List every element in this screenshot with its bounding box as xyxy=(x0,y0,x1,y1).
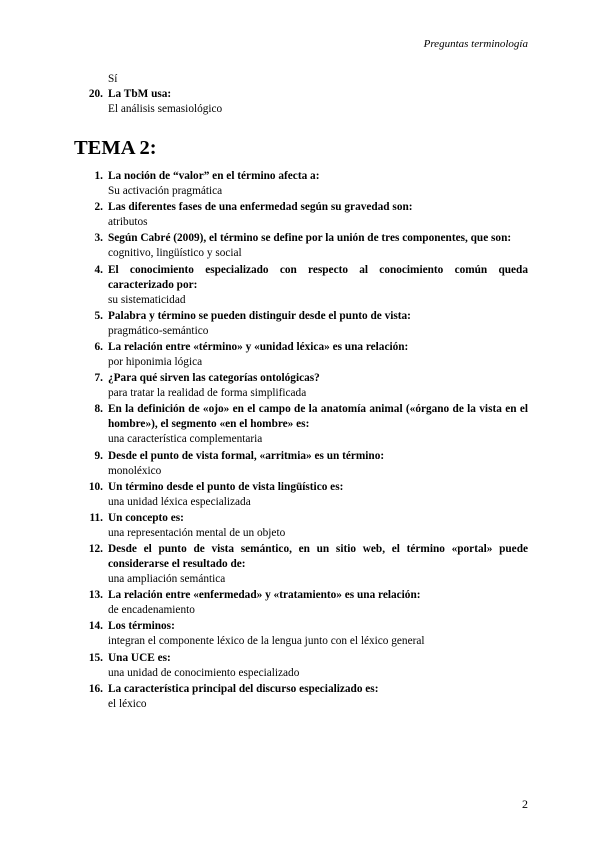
question xyxy=(74,402,528,432)
answer-text: por hiponimia lógica xyxy=(108,355,203,368)
question-item xyxy=(74,480,528,510)
question-text: El conocimiento especializado con respecto al conocimiento común queda caracterizado por: xyxy=(108,263,528,291)
answer-text: Su activación pragmática xyxy=(108,185,223,197)
question-text: Un concepto es: xyxy=(108,511,184,524)
question-text: Un término desde el punto de vista lingüístico es: xyxy=(108,480,344,493)
question-text: Las diferentes fases de una enfermedad según su gravedad son: xyxy=(108,201,413,214)
question-number: 1. xyxy=(94,170,103,182)
question-number: 14. xyxy=(88,620,103,633)
question-number: 16. xyxy=(88,682,103,695)
question-text: Palabra y término se pueden distinguir desde el punto de vista: xyxy=(108,309,411,322)
question-list xyxy=(74,169,528,712)
question-number: 3. xyxy=(94,232,103,245)
answer-text: una unidad de conocimiento especializado xyxy=(108,666,300,679)
question-item xyxy=(74,619,528,649)
question xyxy=(74,542,528,572)
question xyxy=(74,511,528,526)
question-item xyxy=(74,511,528,541)
question xyxy=(74,588,528,603)
answer-text: una ampliación semántica xyxy=(108,573,226,586)
question-item xyxy=(74,169,528,199)
question-text: La relación entre «enfermedad» y «tratamiento» es una relación: xyxy=(108,589,421,602)
question xyxy=(74,619,528,634)
question-item xyxy=(74,263,528,308)
question-item xyxy=(74,200,528,230)
question-item xyxy=(74,309,528,339)
answer-text: el léxico xyxy=(108,697,147,710)
question xyxy=(74,682,528,697)
question xyxy=(74,231,528,246)
question-number: 6. xyxy=(94,340,103,353)
page-body xyxy=(74,72,528,713)
running-header: Preguntas terminología xyxy=(423,38,528,50)
section-title: TEMA 2: xyxy=(74,137,157,159)
question-number: 5. xyxy=(94,309,103,322)
answer-text: cognitivo, lingüístico y social xyxy=(108,247,242,260)
question-text: Desde el punto de vista formal, «arritmia» es un término: xyxy=(108,449,385,462)
question xyxy=(74,200,528,215)
question-item xyxy=(74,542,528,587)
question-number: 15. xyxy=(88,651,103,664)
question xyxy=(74,87,528,102)
question xyxy=(74,449,528,464)
question-text: En la definición de «ojo» en el campo de la anatomía animal («órgano de la vista en el hombre»), el segmento «en el hombre» es: xyxy=(108,403,528,431)
question xyxy=(74,340,528,355)
question xyxy=(74,651,528,666)
question xyxy=(74,480,528,495)
question-number: 13. xyxy=(88,589,103,602)
question-text: Una UCE es: xyxy=(108,651,171,664)
answer-text: de encadenamiento xyxy=(108,604,195,617)
question-number: 12. xyxy=(88,543,103,556)
question-number: 2. xyxy=(94,201,103,214)
answer-text: una unidad léxica especializada xyxy=(108,495,251,508)
question-item xyxy=(74,449,528,479)
question xyxy=(74,309,528,324)
question-number: 10. xyxy=(88,480,103,493)
question xyxy=(74,169,528,184)
page-number: 2 xyxy=(522,797,528,811)
previous-answer: Sí xyxy=(108,73,118,85)
answer-text: su sistematicidad xyxy=(108,293,186,306)
question-text: Según Cabré (2009), el término se define por la unión de tres componentes, que son: xyxy=(108,232,512,245)
question-number: 20. xyxy=(88,88,103,100)
question-item xyxy=(74,651,528,681)
answer-text: atributos xyxy=(108,216,148,229)
answer-text: una característica complementaria xyxy=(108,433,263,446)
question-text: La relación entre «término» y «unidad léxica» es una relación: xyxy=(108,340,409,353)
answer-text: integran el componente léxico de la lengua junto con el léxico general xyxy=(108,635,425,648)
question-text: Desde el punto de vista semántico, en un sitio web, el término «portal» puede considerarse el resultado de: xyxy=(108,543,528,571)
answer-text: monoléxico xyxy=(108,464,162,477)
question-item xyxy=(74,340,528,370)
question-number: 4. xyxy=(94,263,103,276)
question-text: La característica principal del discurso especializado es: xyxy=(108,682,379,695)
question-item xyxy=(74,87,528,117)
question-number: 11. xyxy=(89,511,103,524)
answer-text: una representación mental de un objeto xyxy=(108,526,286,539)
answer-text: para tratar la realidad de forma simplificada xyxy=(108,387,307,400)
question-number: 8. xyxy=(94,403,103,416)
question xyxy=(74,263,528,293)
answer-text: El análisis semasiológico xyxy=(108,103,223,115)
question-item xyxy=(74,231,528,261)
question-number: 7. xyxy=(94,372,103,385)
question xyxy=(74,371,528,386)
question-item xyxy=(74,402,528,447)
question-item xyxy=(74,588,528,618)
question-item xyxy=(74,682,528,712)
question-number: 9. xyxy=(94,449,103,462)
answer-text: pragmático-semántico xyxy=(108,324,209,337)
question-item xyxy=(74,371,528,401)
previous-question-list xyxy=(74,87,528,117)
question-text: La noción de “valor” en el término afecta a: xyxy=(108,170,320,182)
question-text: La TbM usa: xyxy=(108,88,172,100)
question-text: Los términos: xyxy=(108,620,175,633)
question-text: ¿Para qué sirven las categorías ontológicas? xyxy=(108,372,320,385)
